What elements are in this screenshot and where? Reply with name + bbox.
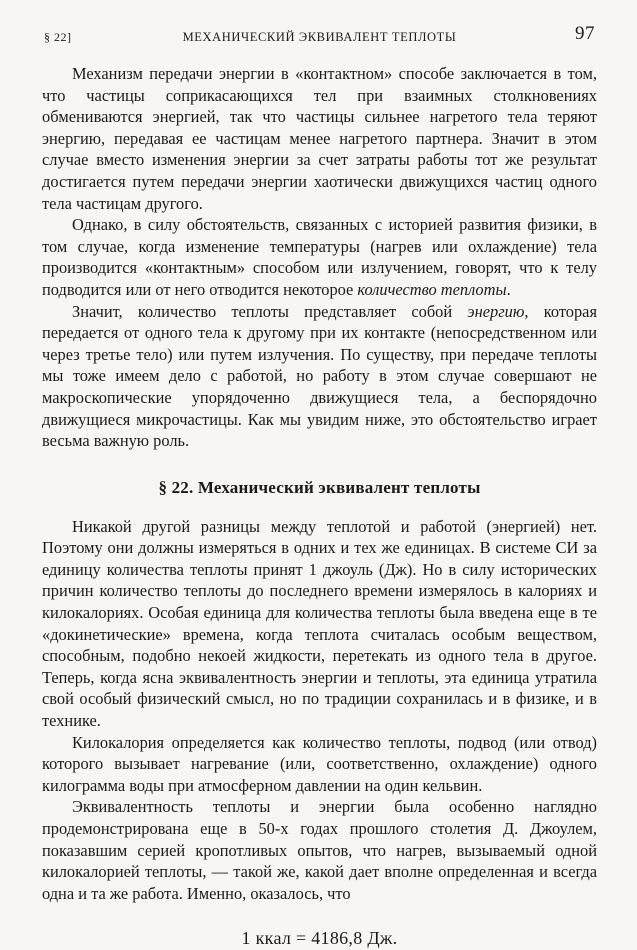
body-text: [42, 63, 597, 949]
paragraph: Механизм передачи энергии в «контактном» способе заключается в том, что частицы соприкасающихся тел при взаимных столкновениях обмениваются энергией, так что частицы сильнее нагретого тела теряют энергию, передавая ее частицам менее нагретого партнера. Значит в этом случае вместо изменения энергии за счет затраты работы тот же результат достигается путем передачи энергии хаотически движущихся частиц одного тела частицам другого.: [42, 64, 597, 213]
header-running-title: МЕХАНИЧЕСКИЙ ЭКВИВАЛЕНТ ТЕПЛОТЫ: [182, 30, 457, 44]
header-section-ref: § 22]: [44, 30, 72, 44]
book-page: [42, 20, 597, 949]
paragraph: Килокалория определяется как количество теплоты, подвод (или отвод) которого вызывает нагревание (или, соответственно, охлаждение) одного килограмма воды при атмосферном давлении на один кельвин.: [42, 732, 597, 795]
formula: 1 ккал = 4186,8 Дж.: [241, 928, 398, 949]
emphasis: энергию: [467, 301, 525, 321]
paragraph: Однако, в силу обстоятельств, связанных с историей развития физики, в том случае, когда изменение температуры (нагрев или охлаждение) тела производится «контактным» способом или излучением, говорят, что к телу подводится или от него отводится некоторое количество теплоты.: [42, 215, 597, 299]
paragraph: Никакой другой разницы между теплотой и работой (энергией) нет. Поэтому они должны измеряться в одних и тех же единицах. В системе СИ за единицу количества теплоты принят 1 джоуль (Дж). Но в силу исторических причин количество теплоты до последнего времени измерялось в калориях и килокалориях. Особая единица для количества теплоты была введена еще в те «докинетические» времена, когда теплота считалась особым веществом, способным, подобно некоей жидкости, перетекать из одного тела в другое. Теперь, когда ясна эквивалентность энергии и теплоты, эта единица утратила свой особый физический смысл, но по традиции сохранилась и в физике, и в технике.: [42, 516, 597, 731]
paragraph: Эквивалентность теплоты и энергии была особенно наглядно продемонстрирована еще в 50-х годах прошлого столетия Д. Джоулем, показавшим серией кропотливых опытов, что нагрев, вызываемый одной килокалорией теплоты, — такой же, какой дает вполне определенная и всегда одна и та же работа. Именно, оказалось, что: [42, 797, 597, 903]
emphasis: количество теплоты: [357, 279, 507, 299]
page-number: 97: [575, 23, 595, 44]
running-header: [42, 20, 597, 50]
section-heading: § 22. Механический эквивалент теплоты: [158, 477, 481, 497]
paragraph: Значит, количество теплоты представляет собой энергию, которая передается от одного тела к другому при их контакте (непосредственном или через третье тело) или путем излучения. По существу, при передаче теплоты мы тоже имеем дело с работой, но работу в этом случае совершают не макроскопические упорядоченно движущиеся тела, а беспорядочно движущиеся микрочастицы. Как мы увидим ниже, это обстоятельство играет весьма важную роль.: [42, 301, 597, 451]
